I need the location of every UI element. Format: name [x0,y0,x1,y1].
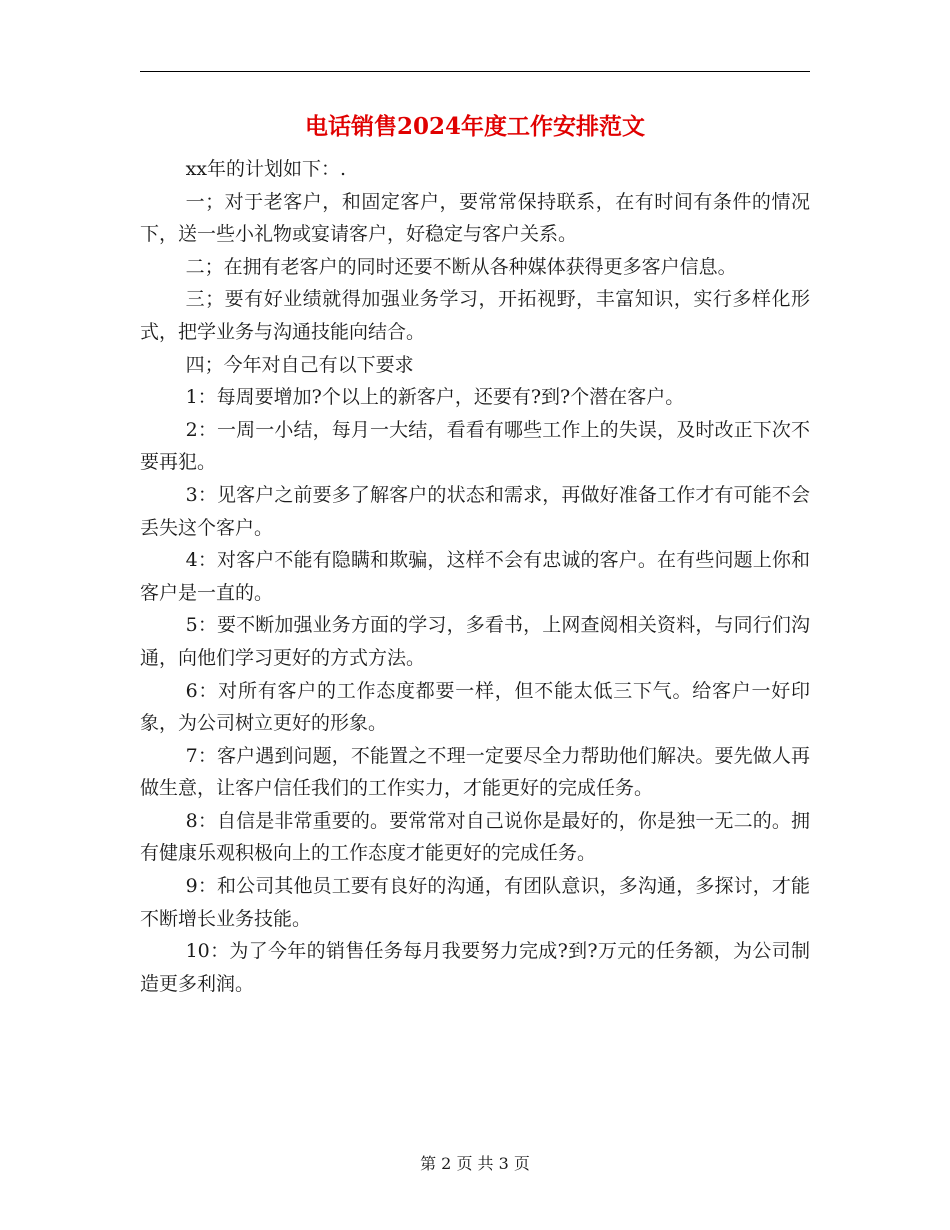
paragraph-item-4: 四；今年对自己有以下要求 [185,353,414,376]
requirement-8: 8：自信是非常重要的。要常常对自己说你是最好的，你是独一无二的。拥有健康乐观积极向上的工作态度才能更好的完成任务。 [140,809,810,865]
requirement-4: 4：对客户不能有隐瞒和欺骗，这样不会有忠诚的客户。在有些问题上你和客户是一直的。 [140,549,810,604]
paragraph-item-2: 二；在拥有老客户的同时还要不断从各种媒体获得更多客户信息。 [185,255,737,278]
paragraph-item-1: 一；对于老客户，和固定客户，要常常保持联系，在有时间有条件的情况下，送一些小礼物或宴请客户，好稳定与客户关系。 [140,190,810,246]
requirement-7: 7：客户遇到问题，不能置之不理一定要尽全力帮助他们解决。要先做人再做生意，让客户信任我们的工作实力，才能更好的完成任务。 [140,744,810,800]
page-footer: 第 2 页 共 3 页 [420,1154,530,1173]
requirement-5: 5：要不断加强业务方面的学习，多看书，上网查阅相关资料，与同行们沟通，向他们学习更好的方式方法。 [140,614,810,669]
requirement-3: 3：见客户之前要多了解客户的状态和需求，再做好准备工作才有可能不会丢失这个客户。 [140,483,810,539]
requirement-6: 6：对所有客户的工作态度都要一样，但不能太低三下气。给客户一好印象，为公司树立更好的形象。 [140,679,810,735]
requirement-2: 2：一周一小结，每月一大结，看看有哪些工作上的失误，及时改正下次不要再犯。 [140,418,810,474]
requirement-10: 10：为了今年的销售任务每月我要努力完成?到?万元的任务额，为公司制造更多利润。 [140,940,810,995]
document-title: 电话销售2024年度工作安排范文 [304,113,645,140]
requirement-9: 9：和公司其他员工要有良好的沟通，有团队意识，多沟通，多探讨，才能不断增长业务技能。 [140,875,810,930]
paragraph-item-3: 三；要有好业绩就得加强业务学习，开拓视野，丰富知识，实行多样化形式，把学业务与沟通技能向结合。 [140,288,810,343]
requirement-1: 1：每周要增加?个以上的新客户，还要有?到?个潜在客户。 [185,386,685,409]
document-body [140,153,810,1000]
header-rule [140,71,810,72]
paragraph-intro: xx年的计划如下：. [185,158,347,180]
